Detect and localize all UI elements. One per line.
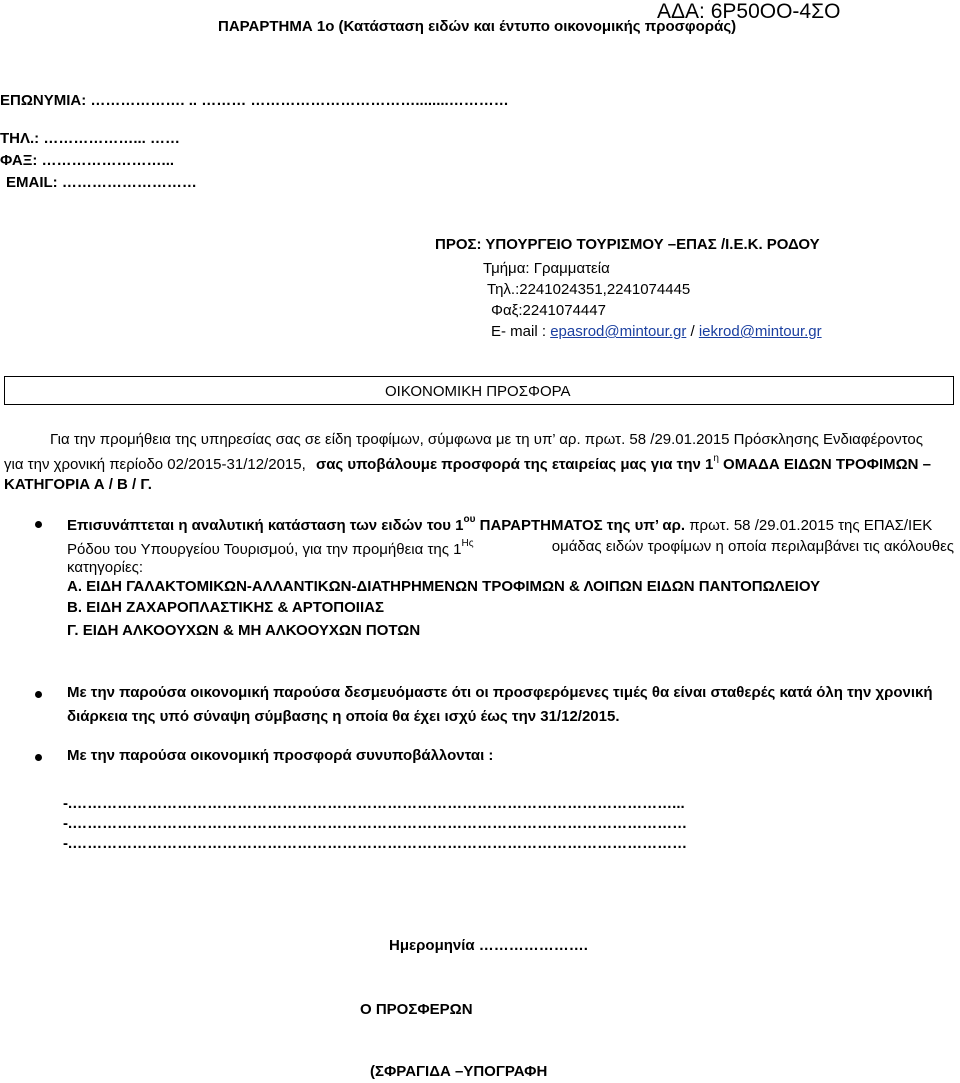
sender-fax: ΦΑΞ: ……………………...	[0, 152, 175, 169]
bullet1-sup-a: ου	[463, 514, 476, 525]
date-line: Ημερομηνία ………………….	[389, 937, 588, 954]
intro-submit: σας υποβάλουμε προσφορά της εταιρείας μας για την 1	[315, 456, 714, 473]
offer-title-box	[4, 376, 954, 405]
bullet1-line-1	[67, 514, 932, 534]
bullet1-text-c: πρωτ. 58 /29.01.2015 της ΕΠΑΣ/ΙΕΚ	[685, 517, 933, 534]
bullet1-line2b: ομάδας ειδών τροφίμων η οποία περιλαμβάνει τις ακόλουθες	[551, 538, 954, 555]
intro-line-1: Για την προμήθεια της υπηρεσίας σας σε είδη τροφίμων, σύμφωνα με τη υπ’ αρ. πρωτ. 58 /29.01.2015 Πρόσκλησης Ενδιαφέροντος	[50, 431, 923, 448]
bullet2-line-2: διάρκεια της υπό σύναψη σύμβασης η οποία θα έχει ισχύ έως την 31/12/2015.	[67, 708, 620, 725]
email-link-epas[interactable]: epasrod@mintour.gr	[550, 323, 687, 340]
annex-title: ΠΑΡΑΡΤΗΜΑ 1ο (Κατάσταση ειδών και έντυπο οικονομικής προσφοράς)	[218, 18, 737, 35]
recipient-email-line	[491, 323, 822, 340]
bullet1-sup-b: Ης	[461, 538, 474, 549]
attachment-line: -.……………………………………………………………………………………………………………	[63, 815, 688, 832]
bullet3-text: Με την παρούσα οικονομική προσφορά συνυποβάλλονται :	[67, 747, 494, 764]
intro-line-3: ΚΑΤΗΓΟΡΙΑ Α / Β / Γ.	[4, 476, 152, 493]
category-c: Γ. ΕΙΔΗ ΑΛΚΟΟΥΧΩΝ & ΜΗ ΑΛΚΟΟΥΧΩΝ ΠΟΤΩΝ	[67, 622, 421, 639]
sender-name: ΕΠΩΝΥΜΙΑ: ………………. .. ……… ……………………………........…………	[0, 92, 509, 109]
email-separator: /	[686, 323, 699, 340]
email-label: E- mail :	[491, 323, 551, 340]
bullet1-line-3: κατηγορίες:	[67, 559, 144, 576]
sender-tel: ΤΗΛ.: ………………... ……	[0, 130, 180, 147]
intro-line-2	[4, 453, 931, 473]
attachment-line: -.…………………………………………………………………………………………………………...	[63, 795, 685, 812]
attachment-line: -.……………………………………………………………………………………………………………	[63, 835, 688, 852]
email-link-iek[interactable]: iekrod@mintour.gr	[698, 323, 822, 340]
recipient-to: ΠΡΟΣ: ΥΠΟΥΡΓΕΙΟ ΤΟΥΡΙΣΜΟΥ –ΕΠΑΣ /Ι.Ε.Κ. ΡΟΔΟΥ	[435, 236, 820, 253]
signatory: Ο ΠΡΟΣΦΕΡΩΝ	[360, 1001, 473, 1018]
bullet1-text-a: Επισυνάπτεται η αναλυτική κατάσταση των ειδών του 1	[67, 517, 464, 534]
bullet2-line-1: Με την παρούσα οικονομική παρούσα δεσμευόμαστε ότι οι προσφερόμενες τιμές θα είναι σταθερές κατά όλη την χρονική	[67, 684, 933, 701]
bullet-dot	[35, 521, 42, 528]
stamp-signature: (ΣΦΡΑΓΙΔΑ –ΥΠΟΓΡΑΦΗ	[370, 1063, 548, 1080]
bullet1-line-2	[67, 538, 954, 558]
bullet-dot	[35, 691, 42, 698]
intro-sup: η	[713, 453, 719, 464]
ada-code: ΑΔΑ: 6Ρ50ΟΟ-4ΣΟ	[657, 0, 841, 23]
recipient-tel: Τηλ.:2241024351,2241074445	[487, 281, 691, 298]
bullet-dot	[35, 754, 42, 761]
intro-group: ΟΜΑΔΑ ΕΙΔΩΝ ΤΡΟΦΙΜΩΝ –	[718, 456, 931, 473]
category-b: Β. ΕΙΔΗ ΖΑΧΑΡΟΠΛΑΣΤΙΚΗΣ & ΑΡΤΟΠΟΙΙΑΣ	[67, 599, 384, 616]
bullet1-line2a: Ρόδου του Υπουργείου Τουρισμού, για την προμήθεια της 1	[67, 541, 462, 558]
offer-title: ΟΙΚΟΝΟΜΙΚΗ ΠΡΟΣΦΟΡΑ	[385, 383, 571, 400]
category-a: Α. ΕΙΔΗ ΓΑΛΑΚΤΟΜΙΚΩΝ-ΑΛΛΑΝΤΙΚΩΝ-ΔΙΑΤΗΡΗΜΕΝΩΝ ΤΡΟΦΙΜΩΝ & ΛΟΙΠΩΝ ΕΙΔΩΝ ΠΑΝΤΟΠΩΛΕΙΟΥ	[67, 578, 821, 595]
bullet1-line2-part1	[67, 538, 474, 558]
intro-period: για την χρονική περίοδο 02/2015-31/12/2015,	[4, 456, 306, 473]
recipient-fax: Φαξ:2241074447	[491, 302, 606, 319]
sender-email: EMAIL: ………………………	[6, 174, 197, 191]
recipient-dept: Τμήμα: Γραμματεία	[483, 260, 610, 277]
bullet1-text-b: ΠΑΡΑΡΤΗΜΑΤΟΣ της υπ’ αρ.	[475, 517, 686, 534]
